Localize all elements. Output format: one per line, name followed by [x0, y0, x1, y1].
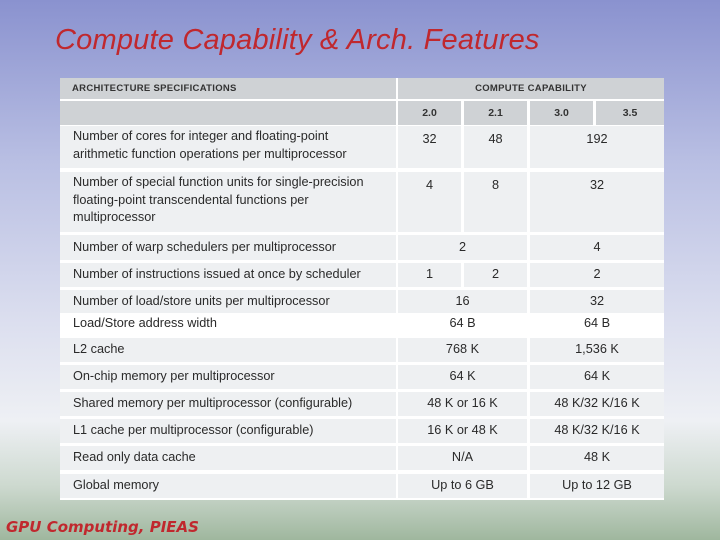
architecture-spec-table — [60, 78, 664, 500]
spec-row-value: 4 — [398, 172, 461, 232]
cc-version-3-0: 3.0 — [530, 101, 593, 125]
spec-row-label: Load/Store address width — [73, 316, 217, 331]
spec-row-value: 64 K — [530, 365, 664, 389]
spec-row-label: Number of cores for integer and floating-point arithmetic function operations per multiprocessor — [60, 126, 396, 168]
spec-row-label: L2 cache — [60, 338, 396, 362]
spec-row-value: 64 B — [583, 316, 611, 330]
spec-row-value: 2 — [398, 235, 527, 260]
spec-row-value: 1 — [398, 263, 461, 287]
slide-footer: GPU Computing, PIEAS — [6, 518, 199, 536]
spec-row-value: 32 — [530, 290, 664, 313]
spec-row-value: 2 — [530, 263, 664, 287]
header-compute-capability: COMPUTE CAPABILITY — [398, 78, 664, 99]
spec-row-label: Shared memory per multiprocessor (configurable) — [60, 392, 396, 416]
cc-version-2-0: 2.0 — [398, 101, 461, 125]
spec-row-label: Number of load/store units per multiprocessor — [60, 290, 396, 313]
spec-row-label: Number of instructions issued at once by scheduler — [60, 263, 396, 287]
spec-row-value: 48 — [464, 126, 527, 168]
spec-row-value: 32 — [530, 172, 664, 232]
spec-row-value: Up to 6 GB — [398, 474, 527, 498]
spec-row-value: 1,536 K — [530, 338, 664, 362]
spec-row-value: 48 K or 16 K — [398, 392, 527, 416]
spec-row-value: 4 — [530, 235, 664, 260]
spec-row-value: 2 — [464, 263, 527, 287]
spec-row-value: 48 K — [530, 446, 664, 470]
cc-version-2-1: 2.1 — [464, 101, 527, 125]
header-architecture-specifications: ARCHITECTURE SPECIFICATIONS — [60, 78, 396, 99]
spec-row-value: Up to 12 GB — [530, 474, 664, 498]
spec-row-value: 16 — [398, 290, 527, 313]
spec-row-value: 64 B — [449, 316, 476, 330]
spec-row-value: 768 K — [398, 338, 527, 362]
spec-row-label: L1 cache per multiprocessor (configurable) — [60, 419, 396, 443]
spec-row-label: Global memory — [60, 474, 396, 498]
spec-row-value: 16 K or 48 K — [398, 419, 527, 443]
header-blank-cell — [60, 101, 396, 125]
slide-title: Compute Capability & Arch. Features — [55, 24, 540, 56]
spec-row-value: N/A — [398, 446, 527, 470]
spec-row-label: Number of special function units for single-precision floating-point transcendental functions per multiprocessor — [60, 172, 396, 232]
spec-row-label: On-chip memory per multiprocessor — [60, 365, 396, 389]
spec-row-value: 192 — [530, 126, 664, 168]
spec-row-value: 48 K/32 K/16 K — [530, 419, 664, 443]
cc-version-3-5: 3.5 — [596, 101, 664, 125]
spec-row-value: 48 K/32 K/16 K — [530, 392, 664, 416]
spec-row-label: Number of warp schedulers per multiprocessor — [60, 235, 396, 260]
spec-row-value: 8 — [464, 172, 527, 232]
spec-row-value: 64 K — [398, 365, 527, 389]
spec-row-label: Read only data cache — [60, 446, 396, 470]
spec-row-value: 32 — [398, 126, 461, 168]
